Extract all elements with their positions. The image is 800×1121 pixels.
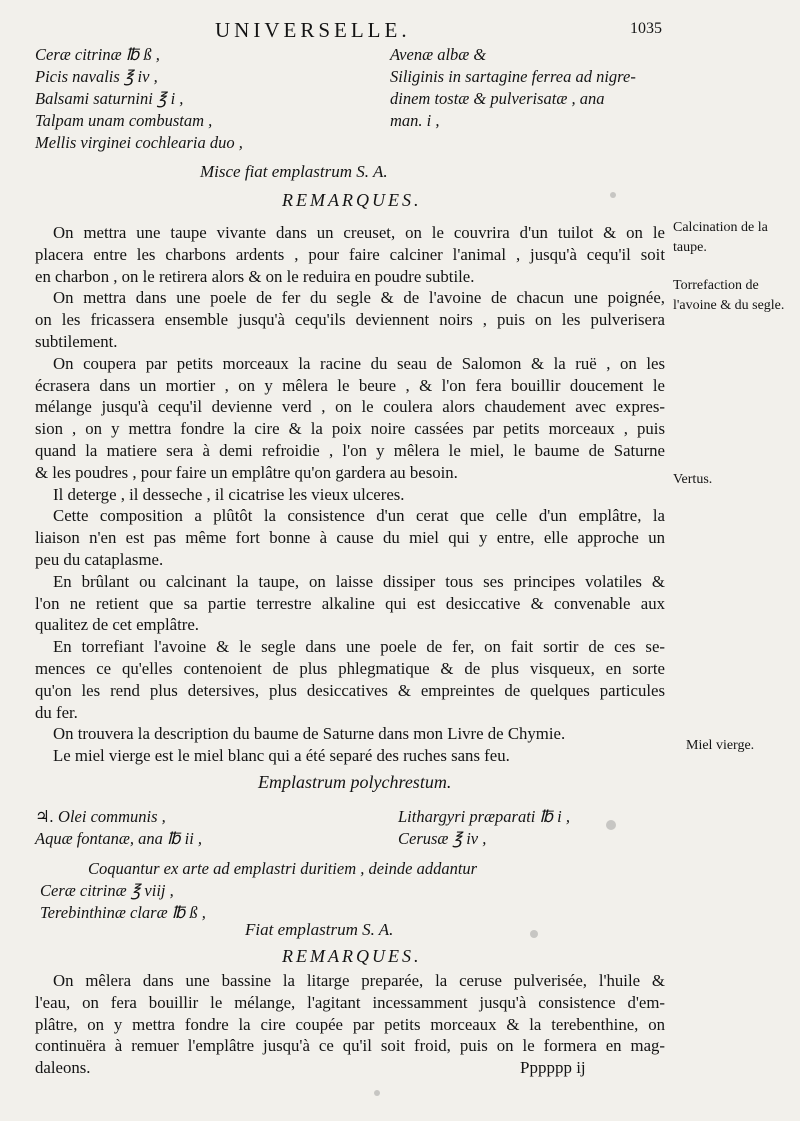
ingredient-line: Aquæ fontanæ, ana ℔ ii ,: [35, 829, 203, 848]
margin-note-torrefaction: Torrefaction de l'avoine & du segle.: [673, 278, 785, 313]
ingredient-line: Talpam unam combustam ,: [35, 111, 213, 130]
recipe2-left-ingredients: [35, 806, 202, 850]
text-line: du fer.: [35, 702, 78, 722]
text-line: qualitez de cet emplâtre.: [35, 615, 199, 635]
recipe2-right-ingredients: [398, 806, 570, 850]
text-line: Le miel vierge est le miel blanc qui a été separé des ruches sans feu.: [53, 746, 510, 766]
text-line: mences ce qu'elles contenoient de plus phlegmatique & de plus visqueux, en sorte: [35, 658, 665, 678]
text-line: plâtre, on y mettra fondre la cire coupée par petits morceaux & la terebenthine, on: [35, 1014, 665, 1034]
ingredient-line: Cerusæ ℥ iv ,: [398, 829, 487, 848]
text-line: sion , on y mettra fondre la cire & la poix noire cassées par petits morceaux , puis: [35, 419, 665, 439]
recipe1-remarks-heading: REMARQUES.: [282, 190, 422, 210]
text-line: En torrefiant l'avoine & le segle dans une poele de fer, on fait sortir de ces se-: [53, 637, 665, 657]
text-line: Il deterge , il desseche , il cicatrise les vieux ulceres.: [53, 484, 405, 504]
text-line: l'on ne retient que sa partie terrestre alkaline qui est desiccative & convenable aux: [35, 593, 665, 613]
margin-note-vertus: Vertus.: [673, 472, 713, 487]
ingredient-line: man. i ,: [390, 111, 440, 130]
paper-speck: [610, 192, 616, 198]
recipe2-title: Emplastrum polychrestum.: [258, 772, 452, 792]
text-line: On coupera par petits morceaux la racine du seau de Salomon & la ruë , on les: [53, 353, 665, 373]
recipe2-remarks-heading: REMARQUES.: [282, 946, 422, 966]
ingredient-line: Siliginis in sartagine ferrea ad nigre-: [390, 67, 636, 86]
recipe1-right-ingredients: [390, 44, 636, 132]
text-line: on les fricassera ensemble jusqu'à cequ'ils deviennent noirs , puis on les pulverisera: [35, 310, 665, 330]
text-line: écrasera dans un mortier , on y mêlera le beure , & l'on fera bouillir doucement le: [35, 375, 665, 395]
recipe1-remarks: [35, 222, 665, 767]
text-line: quand la matiere sera à demi refroidie , l'on y mêlera le miel, le baume de Saturne: [35, 440, 665, 460]
ingredient-line: Terebinthinæ claræ ℔ ß ,: [40, 903, 206, 922]
recipe1-left-ingredients: [35, 44, 243, 154]
text-line: En brûlant ou calcinant la taupe, on laisse dissiper tous ses principes volatiles &: [53, 571, 665, 591]
recipe2-added-ingredients: [40, 880, 206, 924]
text-line: qu'on les rend plus detersives, plus desiccatives & empreintes de quelques particules: [35, 680, 665, 700]
paper-speck: [606, 820, 616, 830]
ingredient-line: Mellis virginei cochlearia duo ,: [35, 133, 243, 152]
paper-speck: [374, 1090, 380, 1096]
text-line: liaison n'en est pas même fort bonne à cause du miel qui y entre, elle approche un: [35, 528, 665, 548]
text-line: On mettra dans une poele de fer du segle & de l'avoine de chacun une poignée,: [53, 288, 665, 308]
text-line: On mettra une taupe vivante dans un creuset, on le couvrira d'un tuilot & on le: [53, 223, 665, 242]
text-line: en charbon , on le retirera alors & on le reduira en poudre subtile.: [35, 266, 475, 286]
margin-note-text: Calcination de la taupe.: [673, 220, 768, 255]
text-line: mélange jusqu'à cequ'il devienne verd , on le coulera alors chaudement avec expres-: [35, 397, 665, 417]
text-line: daleons.: [35, 1058, 91, 1078]
ingredient-line: Ceræ citrinæ ℔ ß ,: [35, 45, 160, 64]
margin-note-calcination: [673, 218, 785, 258]
text-line: peu du cataplasme.: [35, 549, 164, 569]
text-line: placera entre les charbons ardents , pour faire calciner l'animal , jusqu'à cequ'il soit: [35, 244, 665, 264]
recipe2-directive: Fiat emplastrum S. A.: [245, 920, 394, 939]
running-title: UNIVERSELLE.: [215, 18, 411, 42]
margin-note-miel-vierge: Miel vierge.: [686, 738, 755, 753]
text-line: On trouvera la description du baume de Saturne dans mon Livre de Chymie.: [53, 724, 566, 744]
signature-mark: Pppppp ij: [520, 1058, 586, 1077]
text-line: On mêlera dans une bassine la litarge preparée, la ceruse pulverisée, l'huile &: [53, 971, 665, 990]
ingredient-line: dinem tostæ & pulverisatæ , ana: [390, 89, 605, 108]
text-line: subtilement.: [35, 331, 118, 351]
ingredient-line: Avenæ albæ &: [390, 45, 487, 64]
ingredient-line: ♃. Olei communis ,: [35, 807, 166, 826]
recipe1-directive: Misce fiat emplastrum S. A.: [200, 162, 388, 181]
ingredient-line: Lithargyri præparati ℔ i ,: [398, 807, 570, 826]
text-line: continuëra à remuer l'emplâtre jusqu'à ce qu'il soit froid, puis on le formera en mag-: [35, 1036, 665, 1056]
paper-speck: [530, 930, 538, 938]
ingredient-line: Balsami saturnini ℥ i ,: [35, 89, 184, 108]
text-line: l'eau, on fera bouillir le mélange, l'agitant incessamment jusqu'à consistence d'em-: [35, 992, 665, 1012]
ingredient-line: Picis navalis ℥ iv ,: [35, 67, 158, 86]
text-line: Cette composition a plûtôt la consistence d'un cerat que celle d'un emplâtre, la: [53, 506, 665, 526]
ingredient-line: Ceræ citrinæ ℥ viij ,: [40, 881, 174, 900]
recipe2-instruction: Coquantur ex arte ad emplastri duritiem , deinde addantur: [88, 859, 478, 878]
text-line: & les poudres , pour faire un emplâtre qu'on gardera au besoin.: [35, 462, 458, 482]
page-number: 1035: [630, 20, 662, 37]
